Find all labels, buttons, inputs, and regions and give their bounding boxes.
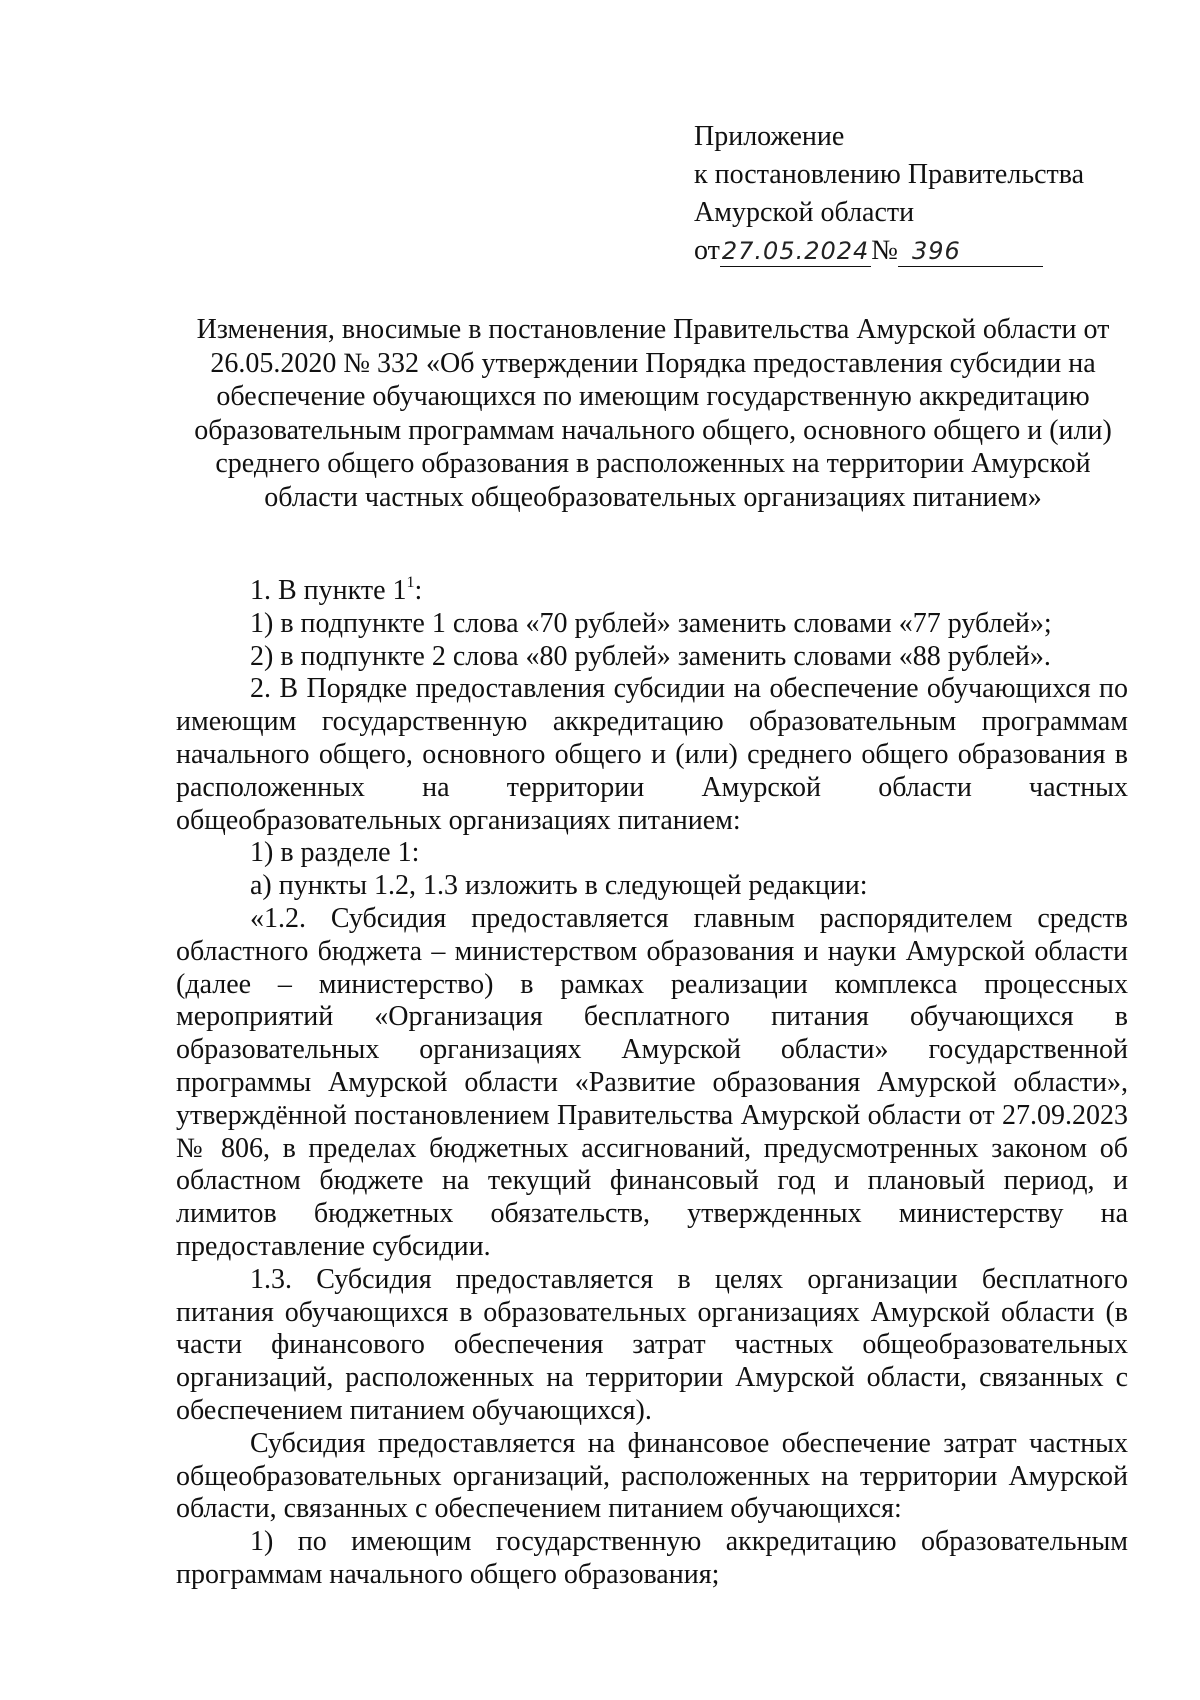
paragraph-2-1-a: а) пункты 1.2, 1.3 изложить в следующей редакции: (250, 870, 868, 902)
appendix-date-row (694, 232, 1114, 270)
appendix-region: Амурской области (694, 197, 915, 228)
date-prefix: от (694, 235, 720, 266)
paragraph-1-text: 1. В пункте 1 (250, 575, 407, 606)
handwritten-number: 396 (898, 236, 1043, 267)
appendix-reference: к постановлению Правительства (694, 159, 1085, 190)
paragraph-2: 2. В Порядке предоставления субсидии на обеспечение обучающихся по имеющим государственную аккредитацию образовательным программам начального общего, основного общего и (или) среднего общего образования в расположенных на территории Амурской области частных общеобразовательных организациях питанием: (176, 673, 1128, 836)
paragraph-subsidy-item-1: 1) по имеющим государственную аккредитацию образовательным программам начального общего образования; (176, 1526, 1128, 1590)
paragraph-1 (176, 575, 1128, 608)
paragraph-2-1: 1) в разделе 1: (250, 837, 420, 869)
document-body (176, 575, 1128, 1592)
paragraph-1-2: 2) в подпункте 2 слова «80 рублей» заменить словами «88 рублей». (250, 640, 1051, 672)
appendix-header (694, 118, 1114, 270)
paragraph-1-superscript: 1 (406, 574, 415, 591)
handwritten-date: 27.05.2024 (721, 237, 870, 265)
paragraph-1-3-new: 1.3. Субсидия предоставляется в целях организации бесплатного питания обучающихся в образовательных организациях Амурской области (в части финансового обеспечения затрат частных общеобразовательных организаций, расположенных на территории Амурской области, связанных с обеспечением питанием обучающихся). (176, 1263, 1128, 1426)
paragraph-subsidy-purpose: Субсидия предоставляется на финансовое обеспечение затрат частных общеобразовательных организаций, расположенных на территории Амурской области, связанных с обеспечением питанием обучающихся: (176, 1427, 1128, 1525)
document-title: Изменения, вносимые в постановление Правительства Амурской области от 26.05.2020 № 332 «Об утверждении Порядка предоставления субсидии на обеспечение обучающихся по имеющим государственную аккредитацию образовательным программам начального общего, основного общего и (или) среднего общего образования в расположенных на территории Амурской области частных общеобразовательных организациях питанием» (194, 314, 1112, 513)
appendix-title: Приложение (694, 121, 845, 152)
number-prefix: № (871, 235, 899, 266)
paragraph-1-2-new: «1.2. Субсидия предоставляется главным распорядителем средств областного бюджета – министерством образования и науки Амурской области (далее – министерство) в рамках реализации комплекса процессных мероприятий «Организация бесплатного питания обучающихся в образовательных организациях Амурской области» государственной программы Амурской области «Развитие образования Амурской области», утверждённой постановлением Правительства Амурской области от 27.09.2023 № 806, в пределах бюджетных ассигнований, предусмотренных законом об областном бюджете на текущий финансовый год и плановый период, и лимитов бюджетных обязательств, утвержденных министерству на предоставление субсидии. (176, 902, 1128, 1262)
paragraph-1-tail: : (414, 575, 423, 606)
paragraph-1-1: 1) в подпункте 1 слова «70 рублей» заменить словами «77 рублей»; (250, 607, 1052, 639)
